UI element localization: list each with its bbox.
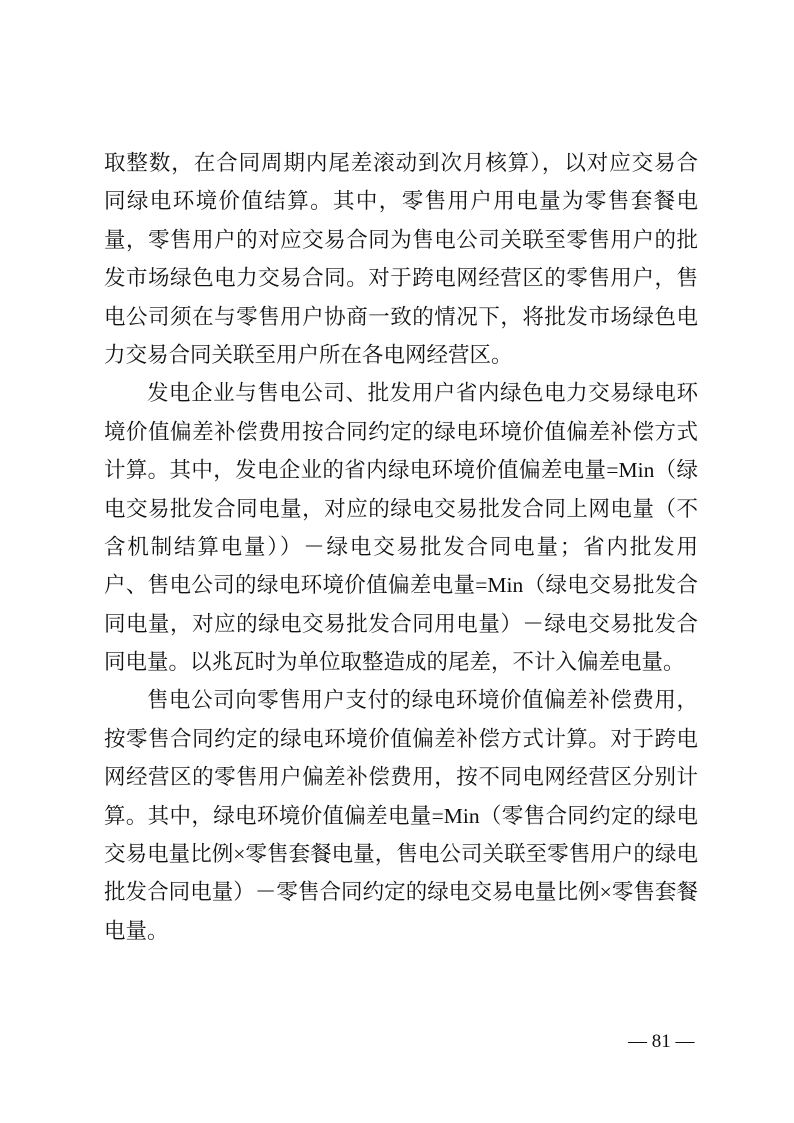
paragraph xyxy=(104,374,698,681)
text-line: 量，零售用户的对应交易合同为售电公司关联至零售用户的批 xyxy=(104,227,698,252)
text-line: 电公司须在与零售用户协商一致的情况下，将批发市场绿色电 xyxy=(104,304,698,329)
text-line: 同绿电环境价值结算。其中，零售用户用电量为零售套餐电 xyxy=(104,189,698,214)
text-line: 按零售合同约定的绿电环境价值偏差补偿方式计算。对于跨电 xyxy=(104,726,698,751)
text-line: 发电企业与售电公司、批发用户省内绿色电力交易绿电环 xyxy=(147,381,698,406)
text-line: 取整数，在合同周期内尾差滚动到次月核算），以对应交易合 xyxy=(104,151,698,175)
text-line: 交易电量比例×零售套餐电量，售电公司关联至零售用户的绿电 xyxy=(104,842,698,867)
text-line: 力交易合同关联至用户所在各电网经营区。 xyxy=(104,342,513,367)
text-line: 计算。其中，发电企业的省内绿电环境价值偏差电量=Min（绿 xyxy=(104,458,698,483)
text-line: 同电量。以兆瓦时为单位取整造成的尾差，不计入偏差电量。 xyxy=(104,650,685,675)
text-line: 户、售电公司的绿电环境价值偏差电量=Min（绿电交易批发合 xyxy=(104,573,698,598)
text-line: 售电公司向零售用户支付的绿电环境价值偏差补偿费用， xyxy=(147,688,698,713)
text-line: 算。其中，绿电环境价值偏差电量=Min（零售合同约定的绿电 xyxy=(104,803,698,828)
text-line: 发市场绿色电力交易合同。对于跨电网经营区的零售用户，售 xyxy=(104,266,698,291)
text-line: 含机制结算电量））－绿电交易批发合同电量；省内批发用 xyxy=(104,534,698,559)
text-line: 电量。 xyxy=(104,918,169,943)
text-line: 批发合同电量）－零售合同约定的绿电交易电量比例×零售套餐 xyxy=(104,880,698,905)
text-line: 电交易批发合同电量，对应的绿电交易批发合同上网电量（不 xyxy=(104,496,698,521)
text-line: 同电量，对应的绿电交易批发合同用电量）－绿电交易批发合 xyxy=(104,611,698,636)
paragraph xyxy=(104,144,698,374)
text-line: 网经营区的零售用户偏差补偿费用，按不同电网经营区分别计 xyxy=(104,765,698,790)
body-text xyxy=(104,144,698,950)
paragraph xyxy=(104,681,698,950)
text-line: 境价值偏差补偿费用按合同约定的绿电环境价值偏差补偿方式 xyxy=(104,419,698,444)
page-number: — 81 — xyxy=(628,1031,695,1052)
